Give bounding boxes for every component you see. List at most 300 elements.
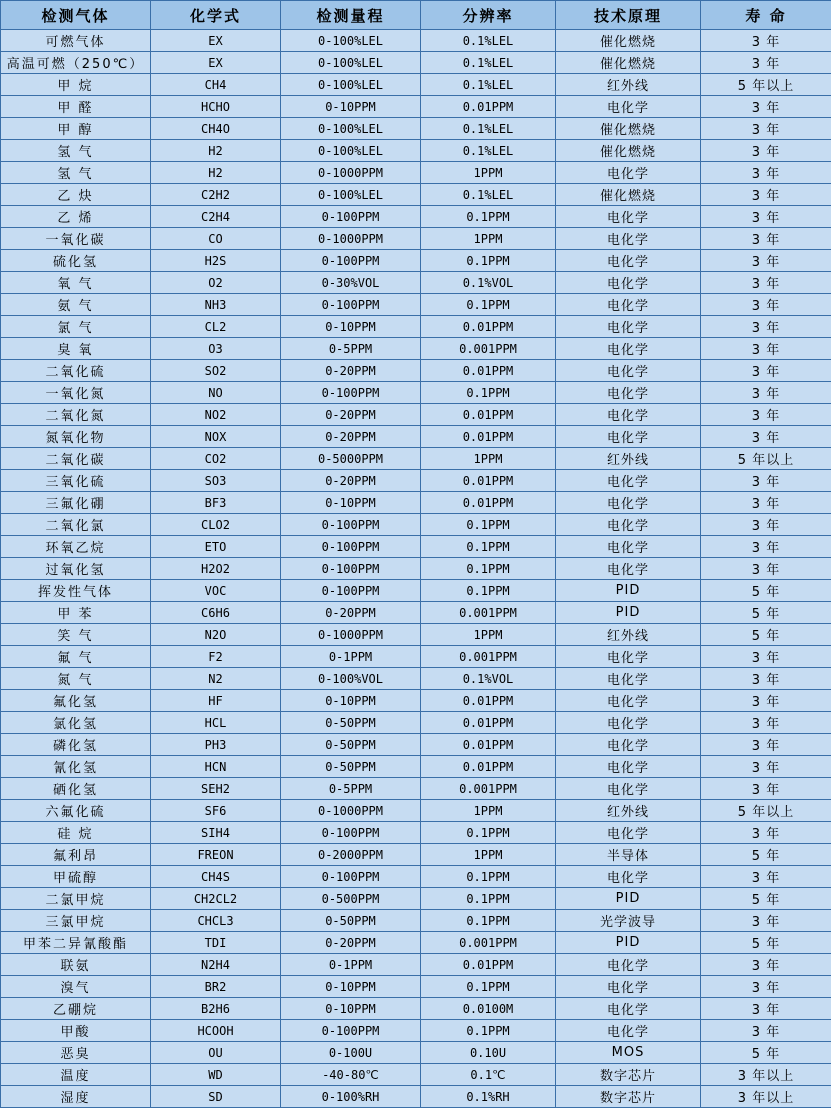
cell-formula: C6H6 xyxy=(151,602,281,624)
cell-technology: PID xyxy=(556,580,701,602)
cell-formula: NO2 xyxy=(151,404,281,426)
cell-resolution: 0.01PPM xyxy=(421,360,556,382)
cell-range: 0-1PPM xyxy=(281,646,421,668)
cell-gas-name: 三氧化硫 xyxy=(1,470,151,492)
cell-lifetime: 3 年 xyxy=(701,250,831,272)
cell-technology: 电化学 xyxy=(556,272,701,294)
cell-resolution: 0.1PPM xyxy=(421,558,556,580)
cell-resolution: 0.1PPM xyxy=(421,976,556,998)
cell-gas-name: 二氧化氮 xyxy=(1,404,151,426)
cell-lifetime: 3 年 xyxy=(701,338,831,360)
cell-lifetime: 3 年 xyxy=(701,118,831,140)
cell-lifetime: 3 年 xyxy=(701,382,831,404)
cell-resolution: 0.1%VOL xyxy=(421,272,556,294)
cell-lifetime: 3 年 xyxy=(701,646,831,668)
cell-technology: 电化学 xyxy=(556,382,701,404)
table-row xyxy=(1,668,831,690)
header-gas-name: 检测气体 xyxy=(1,1,151,30)
cell-technology: PID xyxy=(556,602,701,624)
cell-range: 0-100PPM xyxy=(281,1020,421,1042)
cell-formula: HCN xyxy=(151,756,281,778)
table-row xyxy=(1,52,831,74)
cell-technology: 光学波导 xyxy=(556,910,701,932)
table-row xyxy=(1,360,831,382)
cell-resolution: 0.1PPM xyxy=(421,250,556,272)
cell-resolution: 0.001PPM xyxy=(421,646,556,668)
cell-range: 0-100PPM xyxy=(281,558,421,580)
cell-formula: CHCL3 xyxy=(151,910,281,932)
cell-range: 0-20PPM xyxy=(281,404,421,426)
cell-technology: 数字芯片 xyxy=(556,1086,701,1108)
cell-resolution: 0.1PPM xyxy=(421,382,556,404)
cell-formula: NO xyxy=(151,382,281,404)
cell-resolution: 1PPM xyxy=(421,228,556,250)
cell-lifetime: 3 年 xyxy=(701,514,831,536)
cell-technology: 红外线 xyxy=(556,448,701,470)
cell-resolution: 0.001PPM xyxy=(421,932,556,954)
cell-technology: 电化学 xyxy=(556,558,701,580)
cell-resolution: 0.1%RH xyxy=(421,1086,556,1108)
cell-formula: CO xyxy=(151,228,281,250)
cell-formula: ETO xyxy=(151,536,281,558)
cell-range: 0-20PPM xyxy=(281,470,421,492)
cell-formula: SD xyxy=(151,1086,281,1108)
cell-resolution: 0.1PPM xyxy=(421,514,556,536)
cell-technology: 电化学 xyxy=(556,206,701,228)
cell-gas-name: 甲苯二异氰酸酯 xyxy=(1,932,151,954)
cell-range: 0-100PPM xyxy=(281,514,421,536)
cell-formula: TDI xyxy=(151,932,281,954)
cell-lifetime: 5 年 xyxy=(701,624,831,646)
cell-range: 0-20PPM xyxy=(281,426,421,448)
cell-lifetime: 5 年 xyxy=(701,844,831,866)
cell-range: 0-30%VOL xyxy=(281,272,421,294)
cell-gas-name: 氰化氢 xyxy=(1,756,151,778)
cell-lifetime: 3 年 xyxy=(701,734,831,756)
cell-range: 0-50PPM xyxy=(281,712,421,734)
cell-lifetime: 5 年 xyxy=(701,602,831,624)
cell-resolution: 0.001PPM xyxy=(421,602,556,624)
cell-technology: 电化学 xyxy=(556,822,701,844)
cell-range: 0-100PPM xyxy=(281,866,421,888)
cell-gas-name: 氟化氢 xyxy=(1,690,151,712)
cell-gas-name: 乙硼烷 xyxy=(1,998,151,1020)
table-row xyxy=(1,228,831,250)
table-row xyxy=(1,558,831,580)
cell-technology: MOS xyxy=(556,1042,701,1064)
cell-lifetime: 3 年以上 xyxy=(701,1064,831,1086)
header-detection-range: 检测量程 xyxy=(281,1,421,30)
header-row xyxy=(1,1,831,30)
cell-lifetime: 5 年 xyxy=(701,1042,831,1064)
cell-gas-name: 乙 炔 xyxy=(1,184,151,206)
table-row xyxy=(1,492,831,514)
cell-formula: PH3 xyxy=(151,734,281,756)
cell-gas-name: 甲酸 xyxy=(1,1020,151,1042)
cell-resolution: 0.01PPM xyxy=(421,96,556,118)
cell-gas-name: 温度 xyxy=(1,1064,151,1086)
cell-formula: H2S xyxy=(151,250,281,272)
cell-resolution: 0.1%LEL xyxy=(421,118,556,140)
cell-gas-name: 六氟化硫 xyxy=(1,800,151,822)
cell-technology: PID xyxy=(556,888,701,910)
cell-formula: SIH4 xyxy=(151,822,281,844)
cell-resolution: 0.01PPM xyxy=(421,316,556,338)
cell-lifetime: 3 年 xyxy=(701,426,831,448)
cell-gas-name: 甲 醇 xyxy=(1,118,151,140)
cell-lifetime: 3 年 xyxy=(701,1020,831,1042)
cell-lifetime: 3 年 xyxy=(701,976,831,998)
cell-resolution: 0.1PPM xyxy=(421,866,556,888)
cell-lifetime: 3 年 xyxy=(701,360,831,382)
cell-lifetime: 3 年 xyxy=(701,712,831,734)
cell-gas-name: 甲 烷 xyxy=(1,74,151,96)
cell-lifetime: 3 年 xyxy=(701,822,831,844)
cell-gas-name: 氟 气 xyxy=(1,646,151,668)
cell-formula: CLO2 xyxy=(151,514,281,536)
table-row xyxy=(1,184,831,206)
cell-resolution: 0.01PPM xyxy=(421,954,556,976)
cell-formula: CH4S xyxy=(151,866,281,888)
cell-range: 0-100PPM xyxy=(281,822,421,844)
cell-resolution: 0.01PPM xyxy=(421,690,556,712)
cell-formula: CH4 xyxy=(151,74,281,96)
table-row xyxy=(1,74,831,96)
cell-technology: 电化学 xyxy=(556,514,701,536)
cell-range: 0-100PPM xyxy=(281,580,421,602)
cell-range: 0-100PPM xyxy=(281,206,421,228)
cell-technology: 电化学 xyxy=(556,360,701,382)
cell-range: 0-50PPM xyxy=(281,734,421,756)
table-row xyxy=(1,404,831,426)
table-row xyxy=(1,580,831,602)
cell-lifetime: 3 年 xyxy=(701,206,831,228)
cell-formula: EX xyxy=(151,30,281,52)
cell-resolution: 0.001PPM xyxy=(421,778,556,800)
cell-range: -40-80℃ xyxy=(281,1064,421,1086)
cell-lifetime: 3 年 xyxy=(701,96,831,118)
cell-formula: VOC xyxy=(151,580,281,602)
table-row xyxy=(1,800,831,822)
cell-formula: CH2CL2 xyxy=(151,888,281,910)
cell-lifetime: 3 年 xyxy=(701,184,831,206)
cell-technology: 电化学 xyxy=(556,162,701,184)
cell-formula: EX xyxy=(151,52,281,74)
table-row xyxy=(1,1020,831,1042)
cell-formula: CL2 xyxy=(151,316,281,338)
header-lifetime: 寿 命 xyxy=(701,1,831,30)
cell-range: 0-50PPM xyxy=(281,910,421,932)
table-row xyxy=(1,888,831,910)
cell-formula: SEH2 xyxy=(151,778,281,800)
cell-resolution: 0.01PPM xyxy=(421,404,556,426)
table-row xyxy=(1,778,831,800)
cell-gas-name: 乙 烯 xyxy=(1,206,151,228)
table-row xyxy=(1,294,831,316)
cell-resolution: 0.1%LEL xyxy=(421,140,556,162)
cell-gas-name: 二氧化硫 xyxy=(1,360,151,382)
cell-range: 0-100U xyxy=(281,1042,421,1064)
cell-technology: 催化燃烧 xyxy=(556,30,701,52)
table-row xyxy=(1,756,831,778)
cell-gas-name: 笑 气 xyxy=(1,624,151,646)
cell-lifetime: 3 年以上 xyxy=(701,1086,831,1108)
cell-gas-name: 磷化氢 xyxy=(1,734,151,756)
cell-lifetime: 3 年 xyxy=(701,30,831,52)
cell-formula: FREON xyxy=(151,844,281,866)
table-row xyxy=(1,382,831,404)
table-row xyxy=(1,30,831,52)
cell-technology: 电化学 xyxy=(556,250,701,272)
cell-range: 0-10PPM xyxy=(281,96,421,118)
cell-gas-name: 二氧化碳 xyxy=(1,448,151,470)
table-row xyxy=(1,954,831,976)
cell-lifetime: 3 年 xyxy=(701,690,831,712)
cell-lifetime: 5 年 xyxy=(701,888,831,910)
cell-resolution: 0.1PPM xyxy=(421,822,556,844)
table-row xyxy=(1,536,831,558)
cell-technology: 电化学 xyxy=(556,470,701,492)
table-row xyxy=(1,162,831,184)
cell-range: 0-100PPM xyxy=(281,382,421,404)
cell-formula: HCL xyxy=(151,712,281,734)
cell-formula: SO3 xyxy=(151,470,281,492)
cell-technology: 电化学 xyxy=(556,712,701,734)
cell-lifetime: 5 年 xyxy=(701,580,831,602)
header-technology: 技术原理 xyxy=(556,1,701,30)
table-row xyxy=(1,1086,831,1108)
cell-formula: CH4O xyxy=(151,118,281,140)
cell-range: 0-100%LEL xyxy=(281,184,421,206)
cell-resolution: 0.1PPM xyxy=(421,294,556,316)
cell-resolution: 0.10U xyxy=(421,1042,556,1064)
cell-gas-name: 硫化氢 xyxy=(1,250,151,272)
cell-technology: 半导体 xyxy=(556,844,701,866)
cell-gas-name: 甲 苯 xyxy=(1,602,151,624)
cell-lifetime: 3 年 xyxy=(701,866,831,888)
cell-gas-name: 氮氧化物 xyxy=(1,426,151,448)
cell-lifetime: 3 年 xyxy=(701,272,831,294)
cell-gas-name: 高温可燃（250℃） xyxy=(1,52,151,74)
table-row xyxy=(1,822,831,844)
cell-gas-name: 氯化氢 xyxy=(1,712,151,734)
cell-resolution: 0.1℃ xyxy=(421,1064,556,1086)
cell-technology: 红外线 xyxy=(556,74,701,96)
cell-range: 0-10PPM xyxy=(281,976,421,998)
cell-gas-name: 三氟化硼 xyxy=(1,492,151,514)
table-row xyxy=(1,96,831,118)
cell-resolution: 0.01PPM xyxy=(421,470,556,492)
cell-range: 0-100PPM xyxy=(281,250,421,272)
cell-technology: 电化学 xyxy=(556,316,701,338)
cell-technology: 催化燃烧 xyxy=(556,140,701,162)
cell-technology: 催化燃烧 xyxy=(556,184,701,206)
cell-lifetime: 5 年 xyxy=(701,932,831,954)
cell-lifetime: 3 年 xyxy=(701,492,831,514)
cell-formula: O2 xyxy=(151,272,281,294)
cell-gas-name: 一氧化碳 xyxy=(1,228,151,250)
cell-formula: HCOOH xyxy=(151,1020,281,1042)
cell-gas-name: 氮 气 xyxy=(1,668,151,690)
cell-resolution: 0.1PPM xyxy=(421,1020,556,1042)
cell-range: 0-100%RH xyxy=(281,1086,421,1108)
cell-range: 0-100PPM xyxy=(281,536,421,558)
cell-range: 0-100%LEL xyxy=(281,52,421,74)
cell-technology: 数字芯片 xyxy=(556,1064,701,1086)
cell-gas-name: 硒化氢 xyxy=(1,778,151,800)
cell-range: 0-5PPM xyxy=(281,338,421,360)
cell-gas-name: 硅 烷 xyxy=(1,822,151,844)
cell-range: 0-20PPM xyxy=(281,932,421,954)
cell-gas-name: 氯 气 xyxy=(1,316,151,338)
cell-lifetime: 3 年 xyxy=(701,404,831,426)
cell-formula: WD xyxy=(151,1064,281,1086)
cell-gas-name: 氨 气 xyxy=(1,294,151,316)
cell-gas-name: 氟利昂 xyxy=(1,844,151,866)
table-body xyxy=(1,30,831,1108)
cell-lifetime: 3 年 xyxy=(701,294,831,316)
cell-technology: 电化学 xyxy=(556,778,701,800)
table-row xyxy=(1,338,831,360)
cell-resolution: 0.01PPM xyxy=(421,734,556,756)
cell-range: 0-100%LEL xyxy=(281,74,421,96)
cell-range: 0-100%LEL xyxy=(281,30,421,52)
cell-range: 0-2000PPM xyxy=(281,844,421,866)
table-row xyxy=(1,602,831,624)
table-row xyxy=(1,448,831,470)
cell-technology: 电化学 xyxy=(556,866,701,888)
header-resolution: 分辨率 xyxy=(421,1,556,30)
cell-formula: B2H6 xyxy=(151,998,281,1020)
table-row xyxy=(1,624,831,646)
cell-gas-name: 氧 气 xyxy=(1,272,151,294)
cell-gas-name: 溴气 xyxy=(1,976,151,998)
table-header xyxy=(1,1,831,30)
cell-technology: 红外线 xyxy=(556,800,701,822)
cell-gas-name: 氢 气 xyxy=(1,162,151,184)
cell-technology: 电化学 xyxy=(556,998,701,1020)
cell-range: 0-100%LEL xyxy=(281,140,421,162)
cell-formula: NOX xyxy=(151,426,281,448)
cell-range: 0-100PPM xyxy=(281,294,421,316)
cell-resolution: 0.1PPM xyxy=(421,580,556,602)
cell-lifetime: 3 年 xyxy=(701,228,831,250)
cell-resolution: 0.01PPM xyxy=(421,492,556,514)
cell-lifetime: 5 年以上 xyxy=(701,74,831,96)
cell-range: 0-20PPM xyxy=(281,360,421,382)
cell-resolution: 0.1%LEL xyxy=(421,30,556,52)
cell-formula: C2H4 xyxy=(151,206,281,228)
cell-range: 0-10PPM xyxy=(281,998,421,1020)
cell-resolution: 0.1PPM xyxy=(421,910,556,932)
cell-technology: 电化学 xyxy=(556,96,701,118)
cell-range: 0-5PPM xyxy=(281,778,421,800)
cell-range: 0-20PPM xyxy=(281,602,421,624)
cell-range: 0-1PPM xyxy=(281,954,421,976)
cell-resolution: 0.1PPM xyxy=(421,536,556,558)
cell-gas-name: 恶臭 xyxy=(1,1042,151,1064)
cell-resolution: 0.0100M xyxy=(421,998,556,1020)
table-row xyxy=(1,206,831,228)
cell-technology: 电化学 xyxy=(556,492,701,514)
cell-resolution: 0.01PPM xyxy=(421,756,556,778)
cell-technology: 电化学 xyxy=(556,338,701,360)
cell-range: 0-100%LEL xyxy=(281,118,421,140)
cell-resolution: 1PPM xyxy=(421,800,556,822)
cell-gas-name: 三氯甲烷 xyxy=(1,910,151,932)
cell-lifetime: 3 年 xyxy=(701,470,831,492)
cell-lifetime: 3 年 xyxy=(701,778,831,800)
cell-resolution: 0.1PPM xyxy=(421,888,556,910)
cell-formula: HCHO xyxy=(151,96,281,118)
cell-resolution: 0.1%LEL xyxy=(421,74,556,96)
table-row xyxy=(1,734,831,756)
table-row xyxy=(1,690,831,712)
cell-technology: 电化学 xyxy=(556,734,701,756)
cell-resolution: 0.1PPM xyxy=(421,206,556,228)
cell-lifetime: 3 年 xyxy=(701,536,831,558)
cell-formula: OU xyxy=(151,1042,281,1064)
cell-gas-name: 甲 醛 xyxy=(1,96,151,118)
table-row xyxy=(1,910,831,932)
cell-formula: N2O xyxy=(151,624,281,646)
table-row xyxy=(1,272,831,294)
cell-lifetime: 3 年 xyxy=(701,998,831,1020)
table-row xyxy=(1,1042,831,1064)
cell-lifetime: 3 年 xyxy=(701,954,831,976)
cell-technology: 电化学 xyxy=(556,404,701,426)
cell-resolution: 0.1%VOL xyxy=(421,668,556,690)
cell-formula: CO2 xyxy=(151,448,281,470)
cell-lifetime: 3 年 xyxy=(701,140,831,162)
cell-formula: H2 xyxy=(151,162,281,184)
cell-range: 0-1000PPM xyxy=(281,228,421,250)
cell-technology: 电化学 xyxy=(556,646,701,668)
cell-range: 0-1000PPM xyxy=(281,800,421,822)
cell-lifetime: 3 年 xyxy=(701,910,831,932)
table-row xyxy=(1,712,831,734)
cell-resolution: 0.001PPM xyxy=(421,338,556,360)
cell-technology: 催化燃烧 xyxy=(556,52,701,74)
cell-formula: C2H2 xyxy=(151,184,281,206)
cell-gas-name: 二氯甲烷 xyxy=(1,888,151,910)
table-row xyxy=(1,118,831,140)
cell-range: 0-100%VOL xyxy=(281,668,421,690)
cell-lifetime: 3 年 xyxy=(701,756,831,778)
cell-range: 0-1000PPM xyxy=(281,162,421,184)
table-row xyxy=(1,932,831,954)
cell-technology: 红外线 xyxy=(556,624,701,646)
cell-formula: O3 xyxy=(151,338,281,360)
cell-resolution: 0.01PPM xyxy=(421,712,556,734)
cell-technology: 电化学 xyxy=(556,756,701,778)
cell-gas-name: 挥发性气体 xyxy=(1,580,151,602)
cell-range: 0-50PPM xyxy=(281,756,421,778)
cell-resolution: 0.1%LEL xyxy=(421,52,556,74)
cell-lifetime: 3 年 xyxy=(701,316,831,338)
cell-technology: 电化学 xyxy=(556,294,701,316)
cell-technology: 催化燃烧 xyxy=(556,118,701,140)
cell-technology: 电化学 xyxy=(556,228,701,250)
cell-range: 0-1000PPM xyxy=(281,624,421,646)
cell-gas-name: 氢 气 xyxy=(1,140,151,162)
cell-technology: PID xyxy=(556,932,701,954)
cell-resolution: 0.01PPM xyxy=(421,426,556,448)
cell-gas-name: 环氧乙烷 xyxy=(1,536,151,558)
cell-technology: 电化学 xyxy=(556,668,701,690)
cell-range: 0-10PPM xyxy=(281,690,421,712)
cell-formula: SF6 xyxy=(151,800,281,822)
